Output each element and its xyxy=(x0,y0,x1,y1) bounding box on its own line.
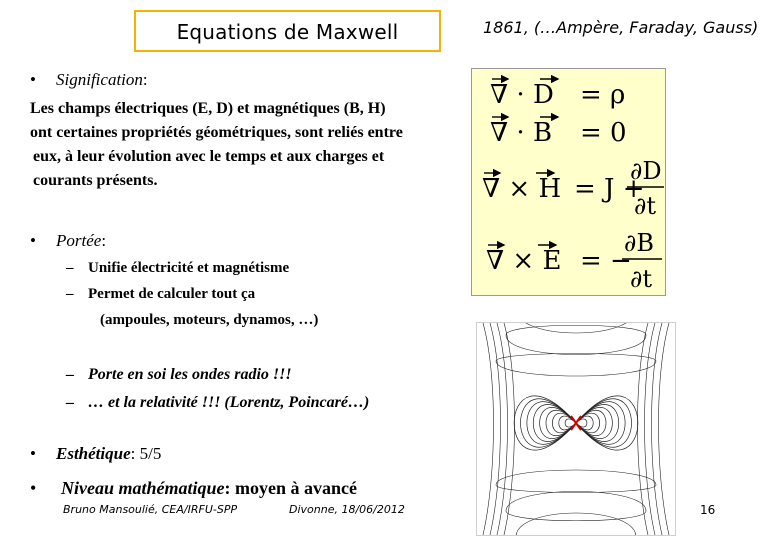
bullet-glyph: • xyxy=(30,70,36,89)
signification-line xyxy=(30,121,403,145)
slide-subtitle: 1861, (…Ampère, Faraday, Gauss) xyxy=(483,18,759,37)
bullet-esthetique xyxy=(30,444,161,464)
portee-item-1: Unifie électricité et magnétisme xyxy=(88,260,290,276)
portee-item xyxy=(66,260,289,277)
esthetique-value: : 5/5 xyxy=(130,444,162,463)
dash-glyph: – xyxy=(66,394,74,411)
field-line xyxy=(496,470,656,493)
field-line xyxy=(490,323,501,535)
eq1-lhs: ∇ · D xyxy=(490,80,554,110)
field-line xyxy=(576,410,606,435)
maxwell-equations-box xyxy=(471,68,666,296)
field-line xyxy=(514,396,576,450)
esthetique-label: Esthétique xyxy=(56,444,131,463)
field-line xyxy=(483,323,494,535)
field-line xyxy=(576,407,612,438)
field-line xyxy=(496,354,656,377)
portee-item xyxy=(66,286,255,303)
field-line xyxy=(516,513,636,535)
dash-glyph: – xyxy=(66,260,74,276)
field-line xyxy=(652,323,663,535)
field-line xyxy=(521,399,577,447)
field-line xyxy=(638,323,649,535)
dipole-field-svg xyxy=(477,323,675,535)
eq4-den: ∂t xyxy=(630,265,653,293)
portee-item xyxy=(66,366,292,384)
eq3-num: ∂D xyxy=(630,157,662,185)
dipole-source-marker xyxy=(571,416,581,430)
field-line xyxy=(540,407,576,438)
signification-line xyxy=(30,169,403,193)
maxwell-equations-svg xyxy=(472,69,667,297)
niveau-value: : moyen à avancé xyxy=(224,478,357,498)
field-line xyxy=(516,323,636,333)
eq3-rhs: = J + xyxy=(574,174,645,204)
portee-item-relativite: … et la relativité !!! (Lorentz, Poincaré…) xyxy=(88,394,370,411)
sig-line-4: courants présents. xyxy=(33,172,158,189)
eq3-lhs: ∇ × H xyxy=(482,174,562,204)
bullet-signification xyxy=(30,70,148,90)
signification-paragraph xyxy=(30,97,403,193)
portee-item xyxy=(66,394,369,412)
field-line xyxy=(576,396,638,450)
field-line xyxy=(506,492,646,521)
sig-line-2: ont certaines propriétés géométriques, sont reliés entre xyxy=(30,124,403,141)
portee-item-radio: Porte en soi les ondes radio !!! xyxy=(88,366,292,383)
dipole-field-figure xyxy=(476,322,676,536)
signification-label: Signification xyxy=(56,70,143,89)
niveau-label: Niveau mathématique xyxy=(61,478,225,498)
field-line xyxy=(527,402,576,445)
bullet-niveau xyxy=(30,478,357,499)
page-number: 16 xyxy=(700,503,716,517)
eq2-rhs: = 0 xyxy=(580,118,627,148)
field-line xyxy=(506,325,646,354)
eq3-den: ∂t xyxy=(634,192,657,220)
bullet-glyph: • xyxy=(30,231,36,250)
sig-line-3: eux, à leur évolution avec le temps et aux charges et xyxy=(33,148,385,165)
portee-indent-line: (ampoules, moteurs, dynamos, …) xyxy=(100,312,319,328)
footer-author: Bruno Mansoulié, CEA/IRFU-SPP xyxy=(63,503,238,516)
footer-place-date: Divonne, 18/06/2012 xyxy=(289,503,405,516)
slide-title: Equations de Maxwell xyxy=(134,10,441,52)
field-line xyxy=(497,323,508,535)
field-line xyxy=(546,410,576,435)
field-line xyxy=(659,323,670,535)
portee-colon: : xyxy=(101,231,107,250)
bullet-glyph: • xyxy=(30,478,37,498)
field-line xyxy=(504,323,515,535)
field-line xyxy=(576,402,625,445)
signification-colon: : xyxy=(142,70,148,89)
eq4-num: ∂B xyxy=(624,229,655,257)
sig-line-1: Les champs électriques (E, D) et magnétiques (B, H) xyxy=(30,100,386,117)
field-line xyxy=(645,323,656,535)
bullet-glyph: • xyxy=(30,444,36,463)
field-line xyxy=(576,399,632,447)
dash-glyph: – xyxy=(66,366,74,383)
portee-label: Portée xyxy=(56,231,102,250)
eq2-lhs: ∇ · B xyxy=(490,118,553,148)
bullet-portee xyxy=(30,231,106,251)
signification-line xyxy=(30,97,403,121)
dash-glyph: – xyxy=(66,286,74,302)
eq4-rhs: = − xyxy=(580,246,632,276)
signification-line xyxy=(30,145,403,169)
portee-item-2: Permet de calculer tout ça xyxy=(88,286,256,302)
eq1-rhs: = ρ xyxy=(580,80,626,110)
eq4-lhs: ∇ × E xyxy=(486,246,562,276)
